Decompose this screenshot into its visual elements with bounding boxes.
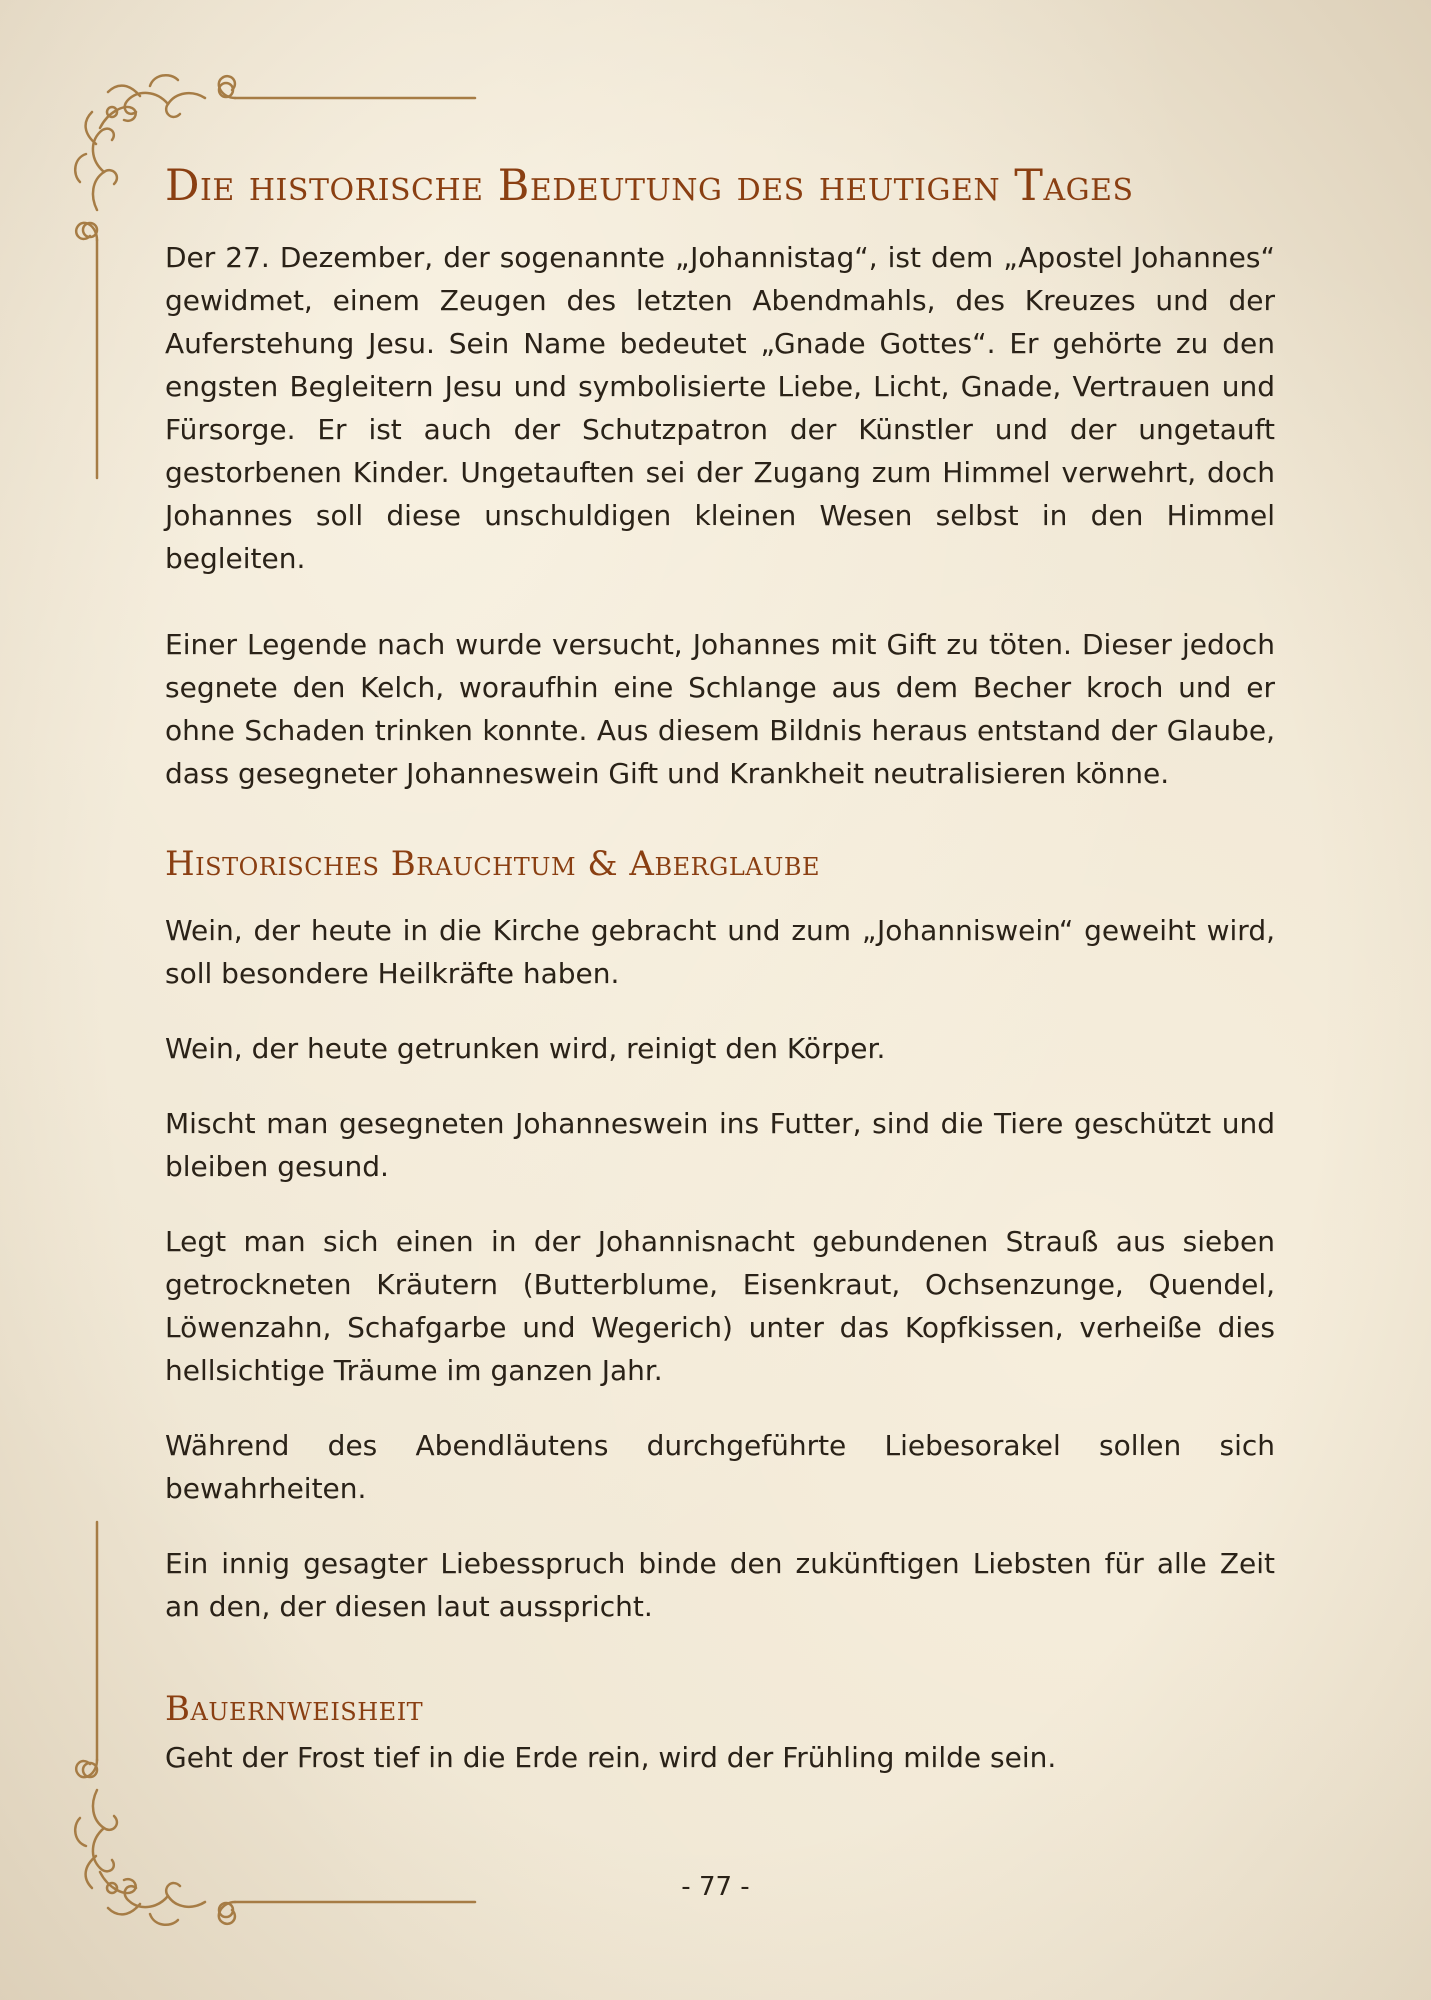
paragraph: Wein, der heute getrunken wird, reinigt den Körper. [165,1032,886,1065]
paragraph: Während des Abendläutens durchgeführte Liebesorakel sollen sich bewahrheiten. [165,1429,1275,1505]
section-heading: Historisches Brauchtum & Aberglaube [165,844,821,884]
paragraph: Der 27. Dezember, der sogenannte „Johannistag“, ist dem „Apostel Johannes“ gewidmet, einem Zeugen des letzten Abendmahls, des Kreuzes und der Auferstehung Jesu. Sein Name bedeutet „Gnade Gottes“. Er gehörte zu den engsten Begleitern Jesu und symbolisierte Liebe, Licht, Gnade, Vertrauen und Fürsorge. Er ist auch der Schutzpatron der Künstler und der ungetauft gestorbenen Kinder. Ungetauften sei der Zugang zum Himmel verwehrt, doch Johannes soll diese unschuldigen kleinen Wesen selbst in den Himmel begleiten. [165,241,1275,575]
page-title: Die historische Bedeutung des heutigen Tages [165,161,1134,211]
paragraph: Einer Legende nach wurde versucht, Johannes mit Gift zu töten. Dieser jedoch segnete den Kelch, woraufhin eine Schlange aus dem Becher kroch und er ohne Schaden trinken konnte. Aus diesem Bildnis heraus entstand der Glaube, dass gesegneter Johanneswein Gift und Krankheit neutralisieren könne. [165,628,1275,790]
section-historical-meaning [165,158,1275,795]
paragraph: Legt man sich einen in der Johannisnacht gebundenen Strauß aus sieben getrockneten Kräutern (Butterblume, Eisenkraut, Ochsenzunge, Quendel, Löwenzahn, Schafgarbe und Wegerich) unter das Kopfkissen, verheiße dies hellsichtige Träume im ganzen Jahr. [165,1225,1275,1387]
paragraph: Mischt man gesegneten Johanneswein ins Futter, sind die Tiere geschützt und bleiben gesund. [165,1107,1275,1183]
paragraph: Ein innig gesagter Liebesspruch binde den zukünftigen Liebsten für alle Zeit an den, der diesen laut ausspricht. [165,1547,1275,1623]
section-customs-superstition [165,841,1275,1628]
page-number: - 77 - [681,1872,750,1902]
paragraph: Wein, der heute in die Kirche gebracht und zum „Johanniswein“ geweiht wird, soll besondere Heilkräfte haben. [165,914,1275,990]
section-heading: Bauernweisheit [165,1689,424,1729]
section-farmers-wisdom [165,1686,1275,1779]
paragraph: Geht der Frost tief in die Erde rein, wird der Frühling milde sein. [165,1741,1057,1774]
page-content [165,158,1275,1779]
